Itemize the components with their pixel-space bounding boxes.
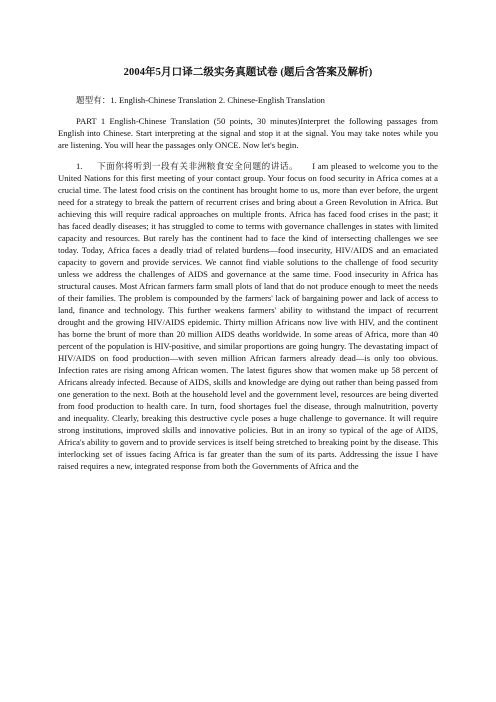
passage-text: I am pleased to welcome you to the United Nations for this first meeting of your contact group. Your focus on food security in Africa comes at a crucial time. The latest food crisis on the continent has brought home to us, more than ever before, the urgent need for a strategy to break the pattern of recurrent crises and bring about a Green Revolution in Africa. But achieving this will require radical approaches on multiple fronts. Africa has faced food crises in the past; it has faced deadly diseases; it has struggled to come to terms with governance challenges in states with limited capacity and resources. But rarely has the continent had to face the kind of intersecting challenges we see today. Today, Africa faces a deadly triad of related burdens—food insecurity, HIV/AIDS and an emaciated capacity to govern and provide services. We cannot find viable solutions to the challenge of food security unless we address the challenges of AIDS and governance at the same time. Food insecurity in Africa has structural causes. Most African farmers farm small plots of land that do not produce enough to meet the needs of their families. The problem is compounded by the farmers' lack of bargaining power and lack of access to land, finance and technology. This further weakens farmers' ability to withstand the impact of recurrent drought and the growing HIV/AIDS epidemic. Thirty million Africans now live with HIV, and the continent has borne the brunt of more than 20 million AIDS deaths worldwide. In some areas of Africa, more than 40 percent of the population is HIV-positive, and similar proportions are going hungry. The devastating impact of HIV/AIDS on food production—with seven million African farmers already dead—is only too obvious. Infection rates are rising among African women. The latest figures show that women make up 58 percent of Africans already infected. Because of AIDS, skills and knowledge are dying out rather than being passed from one generation to the next. Both at the household level and the government level, resources are being diverted from food production to health care. In turn, food shortages fuel the disease, through malnutrition, poverty and inequality. Clearly, breaking this destructive cycle poses a huge challenge to governance. It will require strong institutions, improved skills and innovative policies. But in an irony so typical of the age of AIDS, Africa's ability to govern and to provide services is itself being stretched to breaking point by the disease. This interlocking set of issues facing Africa is far greater than the sum of its parts. Addressing the issue I have raised requires a new, integrated response from both the Governments of Africa and the [58,161,438,471]
question-1-paragraph [58,160,438,472]
question-types-line: 题型有：1. English-Chinese Translation 2. Chinese-English Translation [76,95,325,105]
question-number: 1. [76,161,83,171]
part1-instructions: PART 1 English-Chinese Translation (50 points, 30 minutes)Interpret the following passages from English into Chinese. Start interpreting at the signal and stop it at the signal. You may take notes while you are listening. You will hear the passages only ONCE. Now let's begin. [58,116,438,150]
question-prompt: 下面你将听到一段有关非洲粮食安全问题的讲话。 [96,161,299,171]
document-title: 2004年5月口译二级实务真题试卷 (题后含答案及解析) [123,67,373,78]
